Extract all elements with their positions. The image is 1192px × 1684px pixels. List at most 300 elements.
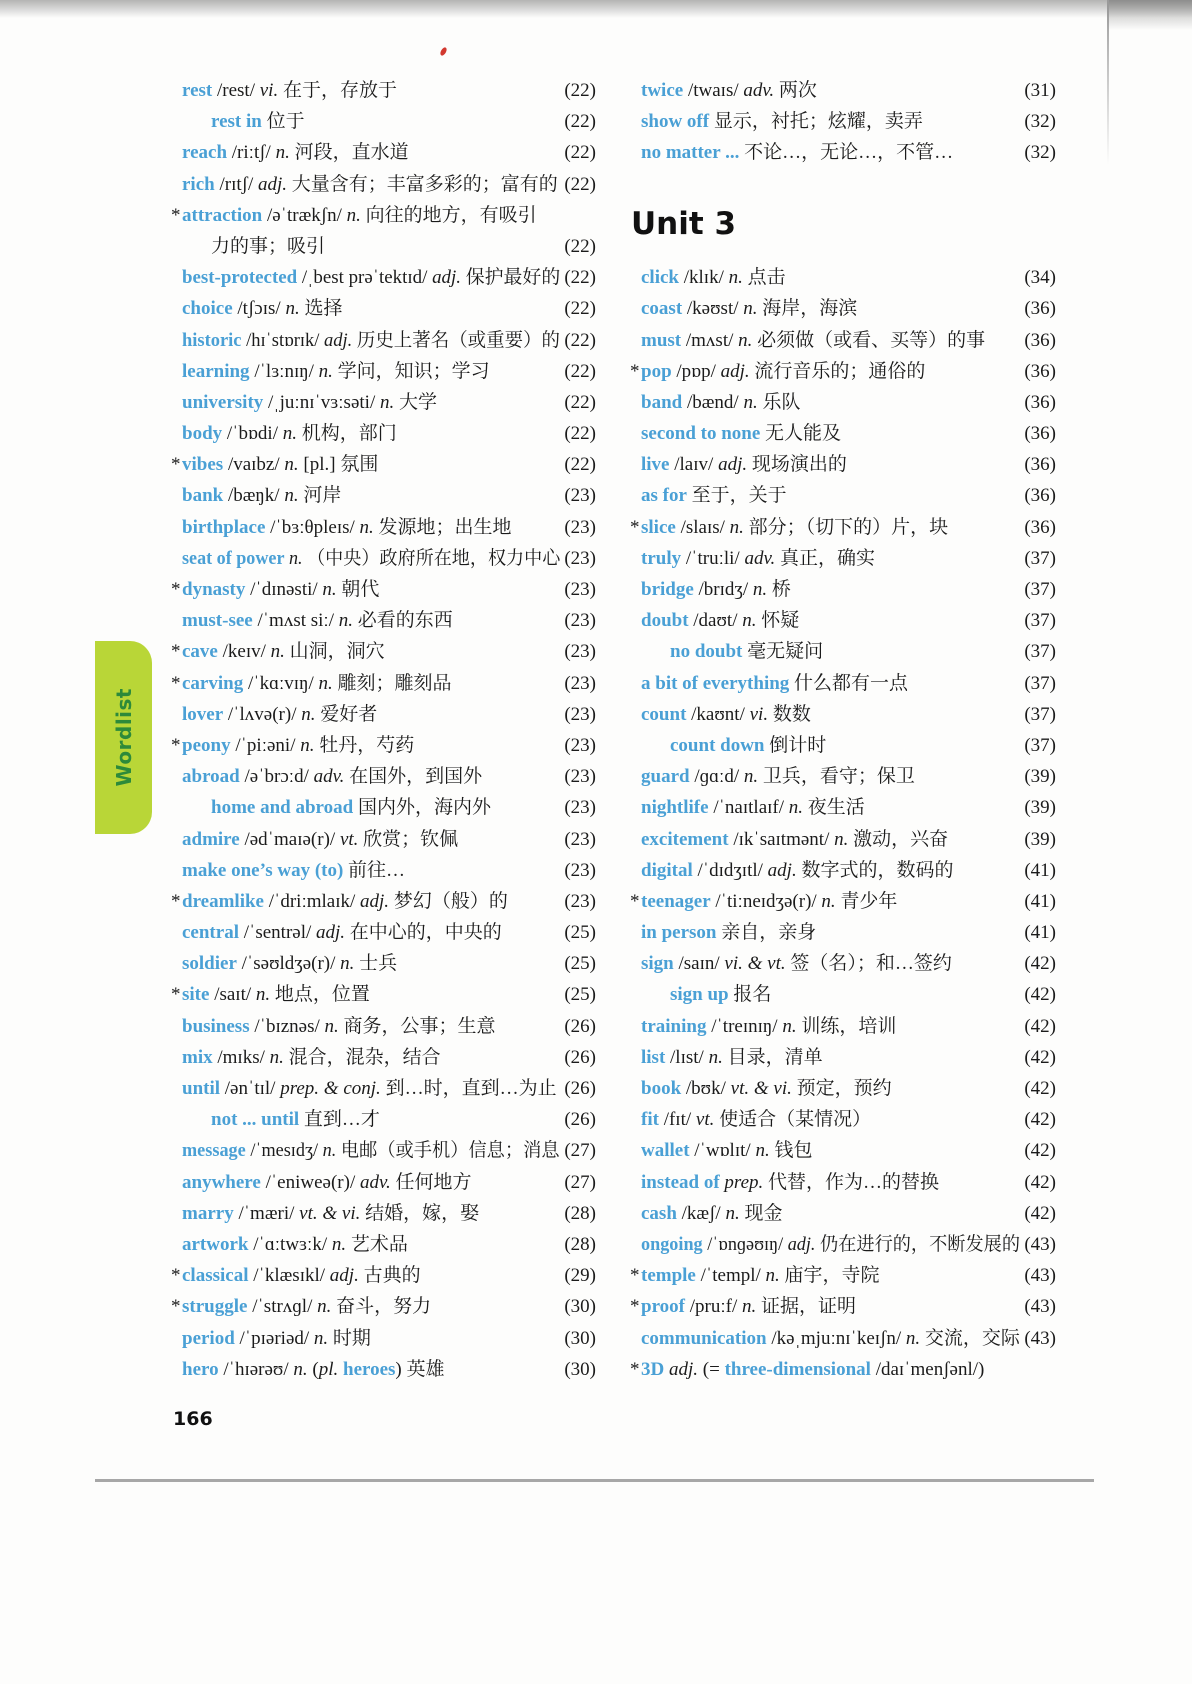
entry-text — [182, 1291, 431, 1322]
entry-text — [641, 1073, 892, 1104]
part-of-speech: vt. — [339, 828, 359, 850]
page-ref: (23) — [564, 797, 596, 819]
phonetic: /kaʊnt/ — [691, 703, 745, 725]
wordlist-entry — [182, 948, 596, 979]
part-of-speech: vt. & vi. — [299, 1202, 361, 1224]
sub-entry — [641, 636, 1056, 667]
phonetic: /ˈbɪznəs/ — [254, 1015, 320, 1037]
headword: count — [641, 703, 687, 725]
wordlist-entry — [641, 543, 1056, 574]
headword: wallet — [641, 1140, 690, 1162]
wordlist-entry — [182, 1323, 596, 1354]
page-ref: (32) — [1024, 142, 1056, 164]
entry-text — [641, 293, 857, 324]
wordlist-entry — [641, 824, 1056, 855]
page-ref: (22) — [564, 329, 596, 351]
wordlist-entry — [641, 137, 1056, 168]
headword: bank — [182, 485, 224, 507]
part-of-speech: n. — [275, 142, 290, 164]
page-ref: (41) — [1024, 922, 1056, 944]
headword: bridge — [641, 579, 694, 601]
headword: cash — [641, 1202, 677, 1224]
wordlist-entry — [630, 1260, 1056, 1291]
definition: 训练，培训 — [801, 1015, 897, 1037]
cross-reference: three-dimensional — [724, 1358, 871, 1380]
part-of-speech: n. — [270, 641, 285, 663]
wordlist-entry — [171, 200, 596, 231]
entry-text — [182, 1354, 445, 1385]
headword: sign — [641, 953, 674, 975]
right-column — [630, 75, 1056, 1385]
wordlist-entry — [641, 948, 1056, 979]
headword: peony — [182, 734, 231, 756]
phonetic: /mɪks/ — [217, 1046, 265, 1068]
wordlist-entry — [641, 480, 1056, 511]
wordlist-entry — [182, 699, 596, 730]
definition: 乐队 — [762, 391, 801, 413]
headword: excitement — [641, 828, 729, 850]
definition: 怀疑 — [761, 610, 800, 632]
definition: 点击 — [747, 267, 786, 289]
phonetic: /mʌst/ — [685, 329, 734, 351]
part-of-speech: n. — [741, 1296, 757, 1318]
part-of-speech: n. — [282, 423, 297, 445]
entry-text — [211, 792, 491, 823]
entry-text — [182, 75, 397, 106]
headword: until — [182, 1078, 221, 1099]
definition: 大量含有；丰富多彩的；富有的 — [291, 173, 558, 195]
part-of-speech: n. — [359, 516, 374, 538]
definition: 发源地；出生地 — [378, 516, 512, 538]
phonetic: /ˈsentrəl/ — [243, 922, 312, 944]
part-of-speech: n. — [284, 454, 299, 476]
part-of-speech: n. — [318, 360, 333, 382]
wordlist-entry — [641, 418, 1056, 449]
definition: 直到…才 — [303, 1109, 380, 1131]
definition: 英雄 — [406, 1358, 445, 1380]
star-marker: * — [630, 360, 640, 382]
wordlist-entry — [182, 605, 596, 636]
page-ref: (42) — [1024, 1109, 1056, 1131]
definition: 庙宇，寺院 — [784, 1265, 880, 1287]
entry-text — [641, 824, 948, 855]
headword: show off — [641, 111, 710, 133]
part-of-speech: n. — [269, 1046, 284, 1068]
wordlist-entry — [641, 325, 1056, 356]
phonetic: /pɒp/ — [676, 360, 716, 382]
part-of-speech: adj. — [316, 922, 346, 944]
phonetic: /ˈtempl/ — [700, 1265, 761, 1287]
entry-text — [182, 169, 558, 200]
definition: 不论…，无论…，不管… — [744, 142, 954, 164]
page-ref: (34) — [1024, 267, 1056, 289]
headword: choice — [182, 298, 233, 320]
page-ref: (37) — [1024, 641, 1056, 663]
entry-text — [182, 325, 560, 356]
page-ref: (28) — [564, 1233, 596, 1255]
entry-text — [641, 106, 923, 137]
part-of-speech: n. — [293, 1358, 308, 1380]
page-ref: (36) — [1024, 423, 1056, 445]
entry-text — [182, 1167, 472, 1198]
headword: pop — [641, 360, 672, 382]
definition: 任何地方 — [395, 1171, 472, 1193]
entry-text — [182, 293, 342, 324]
headword: carving — [182, 672, 244, 694]
entry-text — [182, 1011, 496, 1042]
headword: seat of power — [182, 547, 285, 569]
entry-text — [641, 948, 952, 979]
page-ref: (22) — [564, 454, 596, 476]
entry-text — [182, 1323, 371, 1354]
phonetic: /ˈwɒlɪt/ — [694, 1140, 751, 1162]
page-ref: (23) — [564, 610, 596, 632]
definition: 地点，位置 — [274, 984, 370, 1006]
headword: band — [641, 391, 683, 413]
entry-text — [182, 948, 397, 979]
part-of-speech: n. — [782, 1015, 797, 1037]
headword: click — [641, 267, 679, 289]
definition: 亲自，亲身 — [721, 922, 817, 944]
entry-text — [641, 1229, 1020, 1260]
definition: 流行音乐的；通俗的 — [754, 360, 926, 382]
definition: 现金 — [744, 1202, 783, 1224]
phonetic: /rest/ — [217, 80, 255, 101]
part-of-speech: n. — [346, 204, 361, 226]
entry-text — [641, 886, 897, 917]
phonetic: /ˌjuːnɪˈvɜːsəti/ — [268, 391, 376, 413]
phonetic: /ˈpɪəriəd/ — [239, 1327, 310, 1349]
page-ref: (37) — [1024, 703, 1056, 725]
part-of-speech: n. — [738, 329, 753, 351]
wordlist-entry — [641, 1073, 1056, 1104]
page-edge-line — [1107, 0, 1109, 165]
phonetic: /ˈmesɪdʒ/ — [250, 1140, 319, 1162]
page-ref: (42) — [1024, 1171, 1056, 1193]
entry-text — [670, 636, 823, 667]
part-of-speech: adv. — [744, 547, 776, 569]
headword: cave — [182, 641, 218, 663]
phonetic: /ˈnaɪtlaɪf/ — [713, 797, 785, 819]
definition: 梦幻（般）的 — [393, 890, 508, 912]
punctuation: ( — [312, 1358, 319, 1380]
definition: 在于，存放于 — [282, 80, 397, 101]
part-of-speech: adj. — [360, 890, 390, 912]
phonetic: /ˈmæri/ — [238, 1202, 295, 1224]
headword: must — [641, 329, 682, 351]
part-of-speech: adj. — [324, 329, 353, 351]
headword: twice — [641, 80, 684, 101]
headword: count down — [670, 734, 765, 756]
headword: university — [182, 391, 264, 413]
page-ref: (37) — [1024, 672, 1056, 694]
definition: 数数 — [772, 703, 811, 725]
definition: 士兵 — [359, 953, 398, 975]
unit-heading: Unit 3 — [631, 205, 737, 242]
entry-text — [641, 262, 786, 293]
part-of-speech: n. — [834, 828, 849, 850]
wordlist-entry — [630, 512, 1056, 543]
part-of-speech: vi. — [749, 703, 769, 725]
page-ref: (30) — [564, 1296, 596, 1318]
headword: admire — [182, 828, 240, 850]
headword: attraction — [182, 204, 263, 226]
wordlist-entry — [182, 262, 596, 293]
phonetic: /klɪk/ — [683, 267, 724, 289]
phonetic: /ɡɑːd/ — [694, 766, 740, 788]
page-ref: (25) — [564, 953, 596, 975]
part-of-speech: n. — [743, 391, 758, 413]
definition: 钱包 — [774, 1140, 813, 1162]
part-of-speech: vi. & vt. — [724, 953, 786, 975]
headword: a bit of everything — [641, 672, 790, 694]
entry-continuation — [182, 231, 596, 262]
wordlist-entry — [171, 979, 596, 1010]
headword: book — [641, 1078, 682, 1100]
page-ref: (36) — [1024, 391, 1056, 413]
part-of-speech: n. — [313, 1327, 329, 1349]
cross-reference: heroes — [343, 1358, 396, 1380]
sub-entry — [182, 792, 596, 823]
entry-text — [641, 1291, 856, 1322]
page-ref: (39) — [1024, 797, 1056, 819]
wordlist-entry — [182, 1135, 596, 1166]
entry-text — [182, 512, 512, 543]
phonetic: /ˈpiːəni/ — [235, 734, 296, 756]
definition: 混合，混杂，结合 — [288, 1046, 441, 1068]
headword: central — [182, 922, 239, 944]
page-ref: (23) — [564, 734, 596, 756]
entry-text — [182, 605, 453, 636]
headword: nightlife — [641, 797, 709, 819]
definition: 目录，清单 — [727, 1046, 823, 1068]
part-of-speech: prep. & conj. — [280, 1078, 381, 1099]
headword: classical — [182, 1265, 249, 1287]
star-marker: * — [171, 672, 181, 694]
headword: sign up — [670, 984, 729, 1006]
definition: 桥 — [771, 579, 791, 601]
right-column-top-entries — [641, 75, 1056, 169]
entry-text — [182, 824, 458, 855]
part-of-speech: adj. — [329, 1265, 359, 1287]
entry-text — [182, 855, 405, 886]
wordlist-entry — [641, 668, 1056, 699]
part-of-speech: n. — [821, 890, 836, 912]
entry-text — [182, 574, 379, 605]
headword: rich — [182, 173, 215, 195]
star-marker: * — [171, 1296, 181, 1318]
phonetic: /vaɪbz/ — [227, 454, 280, 476]
headword: training — [641, 1015, 707, 1037]
part-of-speech: n. — [743, 298, 758, 320]
phonetic: /bænd/ — [686, 391, 739, 413]
phonetic: /ˈbɜːθpleɪs/ — [270, 516, 355, 538]
phonetic: /daʊt/ — [693, 610, 738, 632]
phonetic: /ˈhɪərəʊ/ — [223, 1358, 289, 1380]
phonetic: /ˈdɪnəsti/ — [250, 579, 318, 600]
headword: anywhere — [182, 1171, 261, 1193]
wordlist-entry — [182, 75, 596, 106]
headword: dreamlike — [182, 890, 264, 912]
phonetic: /əˈbrɔːd/ — [244, 766, 309, 788]
wordlist-entry — [641, 387, 1056, 418]
wordlist-entry — [182, 917, 596, 948]
wordlist-entry — [182, 855, 596, 886]
page-ref: (36) — [1024, 298, 1056, 320]
phonetic: /keɪv/ — [222, 641, 266, 663]
headword: body — [182, 423, 223, 445]
entry-text — [182, 1198, 479, 1229]
headword: proof — [641, 1296, 685, 1318]
wordlist-entry — [641, 574, 1056, 605]
page-ref: (32) — [1024, 111, 1056, 133]
wordlist-entry — [171, 886, 596, 917]
wordlist-entry — [171, 449, 596, 480]
definition: 保护最好的 — [465, 267, 561, 289]
wordlist-entry — [182, 1042, 596, 1073]
part-of-speech: n. — [340, 953, 355, 975]
definition: 艺术品 — [350, 1233, 408, 1255]
page-ref: (22) — [564, 360, 596, 382]
page-ref: (41) — [1024, 890, 1056, 912]
wordlist-entry — [182, 824, 596, 855]
page-ref: (22) — [564, 391, 596, 413]
headword: teenager — [641, 890, 711, 912]
entry-text — [670, 730, 826, 761]
wordlist-entry — [182, 1167, 596, 1198]
wordlist-entry — [182, 387, 596, 418]
entry-text — [182, 262, 560, 293]
part-of-speech: n. — [742, 610, 757, 632]
headword: rest — [182, 80, 213, 101]
phonetic: /brɪdʒ/ — [698, 579, 749, 601]
part-of-speech: n. — [322, 1140, 337, 1162]
part-of-speech: adv. — [313, 766, 345, 788]
entry-text — [182, 636, 385, 667]
phonetic: /tʃɔɪs/ — [237, 298, 281, 320]
definition: 使适合（某情况） — [719, 1109, 872, 1131]
part-of-speech: adv. — [743, 80, 775, 101]
phonetic: /ˈklæsɪkl/ — [253, 1265, 326, 1287]
phonetic: /daɪˈmenʃənl/) — [875, 1358, 985, 1380]
headword: truly — [641, 547, 682, 569]
part-of-speech: adj. — [668, 1358, 699, 1380]
definition: 时期 — [332, 1327, 371, 1349]
part-of-speech: n. — [765, 1265, 780, 1287]
definition: 到…时，直到…为止 — [385, 1078, 557, 1099]
entry-text — [182, 699, 377, 730]
sub-entry — [182, 1104, 596, 1135]
entry-text — [182, 668, 452, 699]
entry-text — [641, 418, 841, 449]
wordlist-entry — [641, 1135, 1056, 1166]
wordlist-entry — [171, 574, 596, 605]
phonetic: /ˈtruːli/ — [685, 547, 740, 569]
page-ref: (22) — [564, 80, 596, 101]
entry-text — [182, 418, 397, 449]
entry-text — [182, 886, 508, 917]
wordlist-entry — [641, 917, 1056, 948]
right-column-entries — [630, 262, 1056, 1385]
part-of-speech: n. — [905, 1327, 921, 1349]
definition: 仍在进行的，不断发展的 — [820, 1233, 1021, 1255]
entry-text — [641, 387, 800, 418]
page-ref: (23) — [564, 859, 596, 881]
star-marker: * — [630, 890, 640, 912]
entry-text — [641, 1042, 823, 1073]
definition: 选择 — [304, 298, 343, 320]
headword: lover — [182, 703, 224, 725]
page-ref: (43) — [1024, 1327, 1056, 1349]
entry-text — [641, 1198, 782, 1229]
definition: 青少年 — [840, 890, 898, 912]
phonetic: /fɪt/ — [663, 1109, 692, 1131]
entry-text — [641, 356, 925, 387]
definition: 激动，兴奋 — [853, 828, 949, 850]
headword: soldier — [182, 953, 237, 975]
headword: birthplace — [182, 516, 266, 538]
phonetic: /ˈstrʌɡl/ — [252, 1296, 313, 1318]
page-ref: (26) — [564, 1015, 596, 1037]
page-ref: (22) — [564, 142, 596, 164]
headword: temple — [641, 1265, 696, 1287]
part-of-speech: n. — [788, 797, 804, 819]
headword: fit — [641, 1109, 659, 1131]
part-of-speech: vi. — [259, 80, 279, 101]
part-of-speech: n. — [338, 610, 353, 632]
entry-text — [641, 512, 948, 543]
page-ref: (23) — [564, 579, 596, 600]
phonetic: /kæʃ/ — [681, 1202, 721, 1224]
part-of-speech: adj. — [787, 1233, 816, 1255]
definition: 交流，交际 — [924, 1327, 1020, 1349]
phonetic: /pruːf/ — [689, 1296, 738, 1318]
phonetic: /ədˈmaɪə(r)/ — [244, 828, 336, 850]
page-ref: (30) — [564, 1358, 596, 1380]
phonetic: /saɪt/ — [214, 984, 252, 1006]
page-ref: (37) — [1024, 547, 1056, 569]
definition: 至于，关于 — [691, 485, 787, 507]
wordlist-entry — [171, 1260, 596, 1291]
page-ref: (36) — [1024, 329, 1056, 351]
page-ref: (36) — [1024, 516, 1056, 538]
page-ref: (43) — [1024, 1296, 1056, 1318]
page-ref: (30) — [564, 1327, 596, 1349]
wordlist-entry — [641, 1104, 1056, 1135]
definition: 河段，直水道 — [294, 142, 409, 164]
entry-text — [211, 106, 305, 137]
phonetic: /ɪkˈsaɪtmənt/ — [733, 828, 830, 850]
entry-text — [641, 1260, 880, 1291]
side-tab — [95, 641, 152, 834]
phonetic: /ˈtreɪnɪŋ/ — [711, 1015, 778, 1037]
headword: 3D — [641, 1358, 665, 1380]
phonetic: /rɪtʃ/ — [219, 173, 254, 195]
part-of-speech: n. — [729, 516, 744, 538]
headword: communication — [641, 1327, 767, 1349]
definition: 位于 — [266, 111, 305, 133]
entry-text — [641, 449, 847, 480]
definition: 氛围 — [340, 454, 379, 476]
phonetic: /ˈdɪdʒɪtl/ — [697, 859, 763, 881]
part-of-speech: n. — [318, 672, 333, 694]
headword: reach — [182, 142, 228, 164]
phonetic: /ˈtiːneɪdʒə(r)/ — [715, 890, 817, 912]
page-ref: (26) — [564, 1078, 596, 1099]
page-ref: (42) — [1024, 984, 1056, 1006]
part-of-speech: adj. — [767, 859, 797, 881]
definition: 向往的地方，有吸引 — [365, 204, 537, 226]
